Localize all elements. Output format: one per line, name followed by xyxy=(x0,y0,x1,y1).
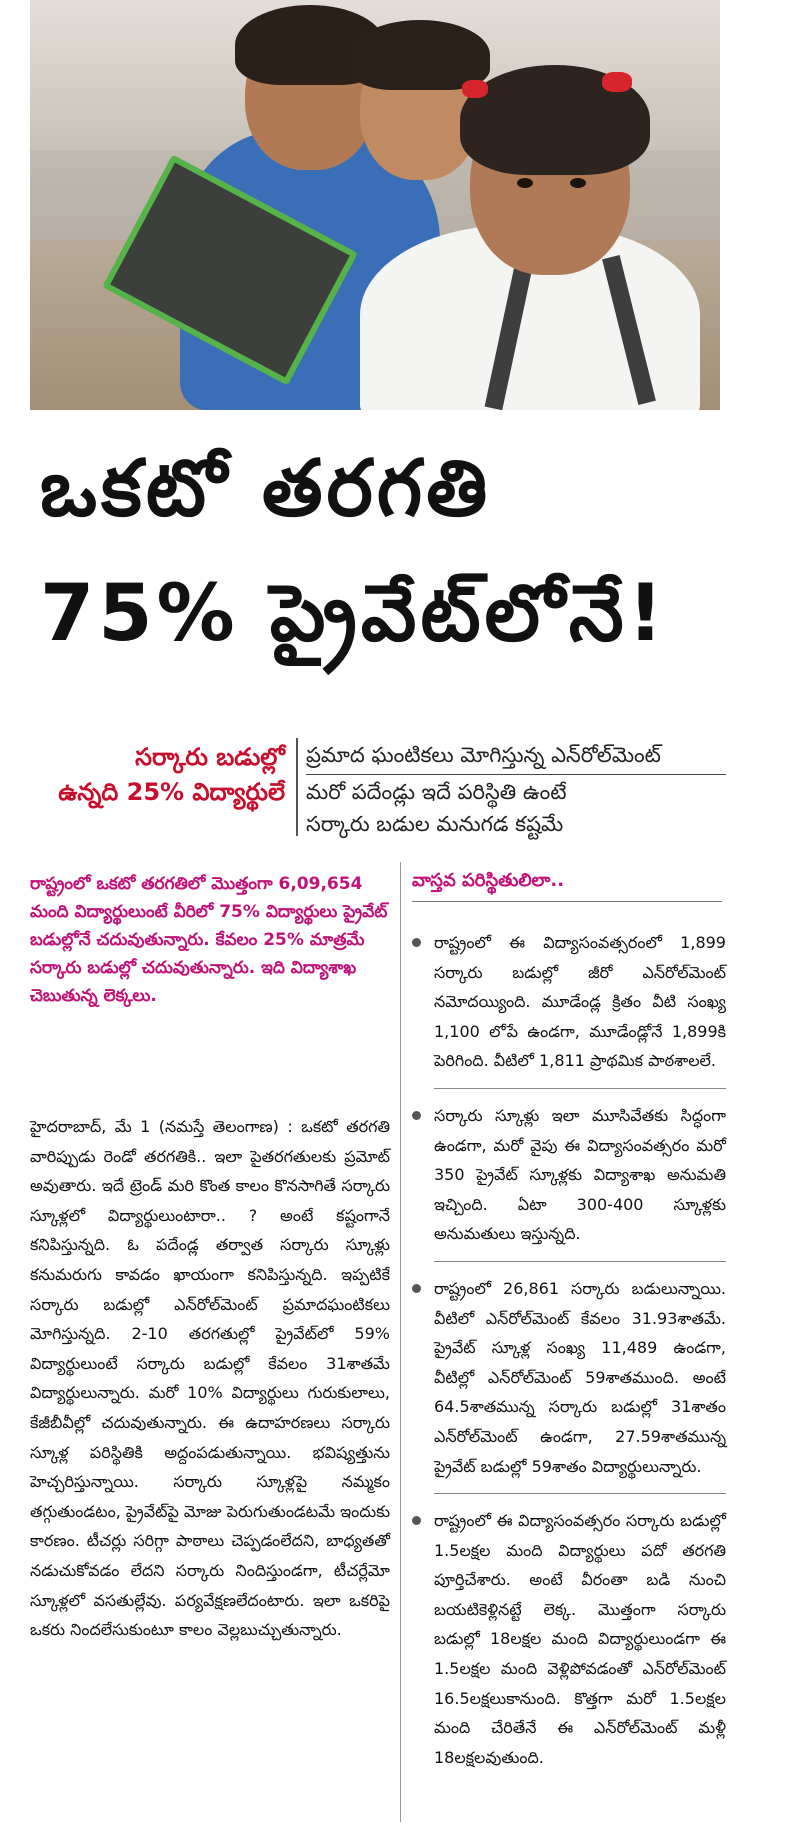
bullet-icon xyxy=(412,1111,421,1120)
girl-eye-left xyxy=(517,178,533,188)
children-photo xyxy=(30,0,720,410)
bullet-icon xyxy=(412,938,421,947)
list-divider xyxy=(434,1261,726,1262)
list-item xyxy=(408,1274,726,1481)
column-divider xyxy=(400,862,401,1822)
list-item xyxy=(408,928,726,1076)
kicker-left xyxy=(30,740,285,810)
list-item xyxy=(408,1101,726,1249)
kicker-left-line-2: ఉన్నది 25% విద్యార్థులే xyxy=(58,777,285,806)
sidebar-list xyxy=(408,928,726,1772)
list-item-text: రాష్ట్రంలో ఈ విద్యాసంవత్సరం సర్కారు బడుల్లో 1.5లక్షల మంది విద్యార్థులు పదో తరగతి పూర్తిచేశారు. అంటే వీరంతా బడి నుంచి బయటికెళ్లినట్టే లెక్క. మొత్తంగా సర్కారు బడుల్లో 18లక్షల మంది విద్యార్థులుండగా ఈ 1.5లక్షల మంది వెళ్లిపోవడంతో ఎన్‌రోల్‌మెంట్ 16.5లక్షలుకానుంది. కొత్తగా మరో 1.5లక్షల మంది చేరితేనే ఈ ఎన్‌రోల్‌మెంట్ మళ్లీ 18లక్షలవుతుంది. xyxy=(434,1511,726,1767)
sidebar-title: వాస్తవ పరిస్థితులిలా.. xyxy=(412,870,722,902)
list-divider xyxy=(434,1088,726,1089)
girl-eye-right xyxy=(570,178,586,188)
lead-paragraph xyxy=(30,870,390,1010)
bullet-icon xyxy=(412,1516,421,1525)
list-divider xyxy=(434,1493,726,1494)
body-paragraph: హైదరాబాద్, మే 1 (నమస్తే తెలంగాణ) : ఒకటో తరగతి వారిప్పుడు రెండో తరగతికి.. ఇలా పైతరగతులకు ప్రమోట్ అవుతారు. ఇదే ట్రెండ్ మరి కొంత కాలం కొనసాగితే సర్కారు స్కూళ్లలో విద్యార్థులుంటారా.. ? అంటే కష్టంగానే కనిపిస్తున్నది. ఓ పదేండ్ల తర్వాత సర్కారు స్కూళ్లు కనుమరుగు కావడం ఖాయంగా కనిపిస్తున్నది. ఇప్పటికే సర్కారు బడుల్లో ఎన్‌రోల్‌మెంట్ ప్రమాదఘంటికలు మోగిస్తున్నది. 2-10 తరగతుల్లో ప్రైవేట్‌లో 59% విద్యార్థులుంటే సర్కారు బడుల్లో కేవలం 31శాతమే విద్యార్థులున్నారు. మరో 10% విద్యార్థులు గురుకులాలు, కేజీబీవీల్లో చదువుతున్నారు. ఈ ఉదాహరణలు సర్కారు స్కూళ్ల పరిస్థితికి అద్దంపడుతున్నాయి. భవిష్యత్తును హెచ్చరిస్తున్నాయి. సర్కారు స్కూళ్లపై నమ్మకం తగ్గుతుండటం, ప్రైవేట్‌పై మోజు పెరుగుతుండటమే ఇందుకు కారణం. టీచర్లు సరిగ్గా పాఠాలు చెప్పడంలేదని, బాధ్యతతో నడుచుకోవడం లేదని సర్కారు నిందిస్తుండగా, టీచర్లేమో స్కూళ్లలో వసతుల్లేవు. పర్యవేక్షణలేదంటారు. ఇలా ఒకరిపై ఒకరు నిందలేసుకుంటూ కాలం వెల్లబుచ్చుతున్నారు. xyxy=(30,1117,390,1640)
lead-text: రాష్ట్రంలో ఒకటో తరగతిలో మొత్తంగా 6,09,654 మంది విద్యార్థులుంటే వీరిలో 75% విద్యార్థులు ప్రైవేట్ బడుల్లోనే చదువుతున్నారు. కేవలం 25% మాత్రమే సర్కారు బడుల్లో చదువుతున్నారు. ఇది విద్యాశాఖ చెబుతున్న లెక్కలు. xyxy=(30,874,388,1007)
list-item-text: రాష్ట్రంలో ఈ విద్యాసంవత్సరంలో 1,899 సర్కారు బడుల్లో జీరో ఎన్‌రోల్‌మెంట్ నమోదయ్యింది. మూడేండ్ల క్రితం వీటి సంఖ్య 1,100 లోపే ఉండగా, మూడేండ్లోనే 1,899కి పెరిగింది. వీటిలో 1,811 ప్రాథమిక పాఠశాలలే. xyxy=(434,933,726,1071)
headline-line-1: ఒకటో తరగతి xyxy=(40,444,492,534)
kicker-right-line-1: ప్రమాద ఘంటికలు మోగిస్తున్న ఎన్‌రోల్‌మెంట్ xyxy=(306,740,726,775)
kicker-right xyxy=(306,740,726,841)
list-item-text: రాష్ట్రంలో 26,861 సర్కారు బడులున్నాయి. వీటిలో ఎన్‌రోల్‌మెంట్ కేవలం 31.93శాతమే. ప్రైవేట్ స్కూళ్ల సంఖ్య 11,489 ఉండగా, వీటిల్లో ఎన్‌రోల్‌మెంట్ 59శాతముంది. అంటే 64.5శాతమున్న సర్కారు బడుల్లో 31శాతం ఎన్‌రోల్‌మెంట్ ఉండగా, 27.59శాతమున్న ప్రైవేట్ బడుల్లో 59శాతం విద్యార్థులున్నారు. xyxy=(434,1278,726,1476)
kicker-divider xyxy=(296,738,298,836)
list-item xyxy=(408,1506,726,1772)
bullet-icon xyxy=(412,1284,421,1293)
kicker-right-line-2: మరో పదేండ్లు ఇదే పరిస్థితి ఉంటే xyxy=(306,779,567,804)
kicker-right-line-3: సర్కారు బడుల మనుగడ కష్టమే xyxy=(306,811,564,836)
kicker-left-line-1: సర్కారు బడుల్లో xyxy=(135,743,285,771)
list-item-text: సర్కారు స్కూళ్లు ఇలా మూసివేతకు సిద్ధంగా ఉండగా, మరో వైపు ఈ విద్యాసంవత్సరం మరో 350 ప్రైవేట్ స్కూళ్లకు విద్యాశాఖ అనుమతి ఇచ్చింది. ఏటా 300-400 స్కూళ్లకు అనుమతులు ఇస్తున్నది. xyxy=(434,1105,726,1244)
headline-line-2: 75% ప్రైవేట్‌లోనే! xyxy=(40,569,668,659)
girl-ribbon-left xyxy=(462,80,488,98)
girl-ribbon-right xyxy=(602,72,632,92)
